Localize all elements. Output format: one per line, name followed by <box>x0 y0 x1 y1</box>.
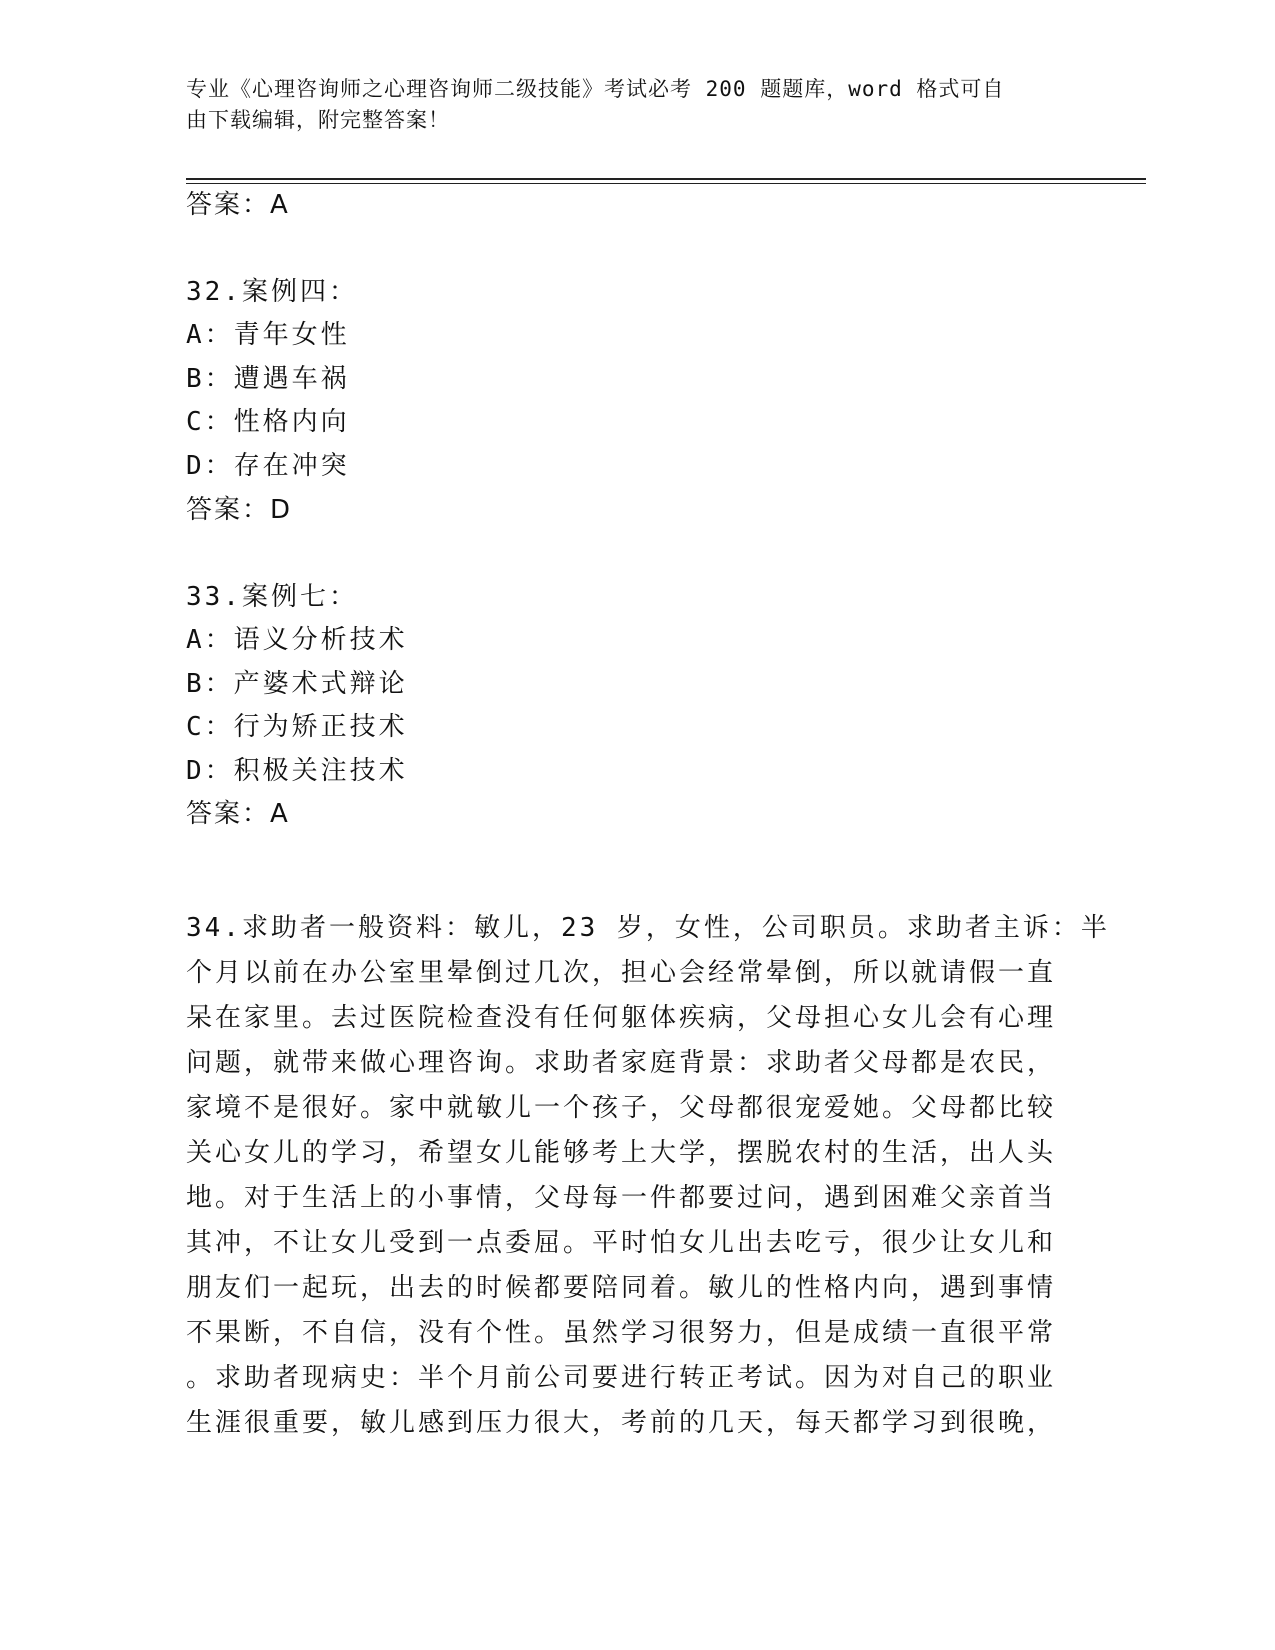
question-33-option-c: C：行为矫正技术 <box>186 712 408 742</box>
question-33-option-a: A：语义分析技术 <box>186 625 408 655</box>
header-divider-thin <box>186 183 1146 184</box>
document-header <box>186 74 1066 136</box>
question-32-answer: 答案：D <box>186 495 293 525</box>
question-34-line: 不果断，不自信，没有个性。虽然学习很努力，但是成绩一直很平常 <box>186 1318 1057 1348</box>
question-32-option-d: D：存在冲突 <box>186 451 350 481</box>
question-32-option-a: A：青年女性 <box>186 320 350 350</box>
question-34-line: 地。对于生活上的小事情，父母每一件都要过问，遇到困难父亲首当 <box>186 1183 1057 1213</box>
question-34-line: 呆在家里。去过医院检查没有任何躯体疾病，父母担心女儿会有心理 <box>186 1003 1057 1033</box>
question-33-answer: 答案：A <box>186 799 290 829</box>
question-33-option-b: B：产婆术式辩论 <box>186 669 408 699</box>
question-34-line: 家境不是很好。家中就敏儿一个孩子，父母都很宠爱她。父母都比较 <box>186 1093 1057 1123</box>
question-34-line: 问题，就带来做心理咨询。求助者家庭背景：求助者父母都是农民， <box>186 1048 1057 1078</box>
question-34-line: 。求助者现病史：半个月前公司要进行转正考试。因为对自己的职业 <box>186 1363 1057 1393</box>
question-34-line: 其冲，不让女儿受到一点委屈。平时怕女儿出去吃亏，很少让女儿和 <box>186 1228 1057 1258</box>
question-32-option-b: B：遭遇车祸 <box>186 364 350 394</box>
header-line-2: 由下载编辑，附完整答案！ <box>186 108 450 132</box>
question-34-line: 生涯很重要，敏儿感到压力很大，考前的几天，每天都学习到很晚， <box>186 1408 1057 1438</box>
question-32-option-c: C：性格内向 <box>186 407 350 437</box>
header-line-1: 专业《心理咨询师之心理咨询师二级技能》考试必考 200 题题库，word 格式可自 <box>186 77 1005 101</box>
question-32-title: 32.案例四： <box>186 277 358 307</box>
question-33-title: 33.案例七： <box>186 582 358 612</box>
question-34-line: 关心女儿的学习，希望女儿能够考上大学，摆脱农村的生活，出人头 <box>186 1138 1057 1168</box>
question-34-line: 朋友们一起玩，出去的时候都要陪同着。敏儿的性格内向，遇到事情 <box>186 1273 1057 1303</box>
question-33-option-d: D：积极关注技术 <box>186 756 408 786</box>
question-34-line: 个月以前在办公室里晕倒过几次，担心会经常晕倒，所以就请假一直 <box>186 958 1057 988</box>
header-divider <box>186 178 1146 180</box>
answer-previous: 答案：A <box>186 190 290 220</box>
question-34-line: 34.求助者一般资料：敏儿，23 岁，女性，公司职员。求助者主诉：半 <box>186 913 1110 943</box>
question-34-body <box>186 906 1110 1446</box>
